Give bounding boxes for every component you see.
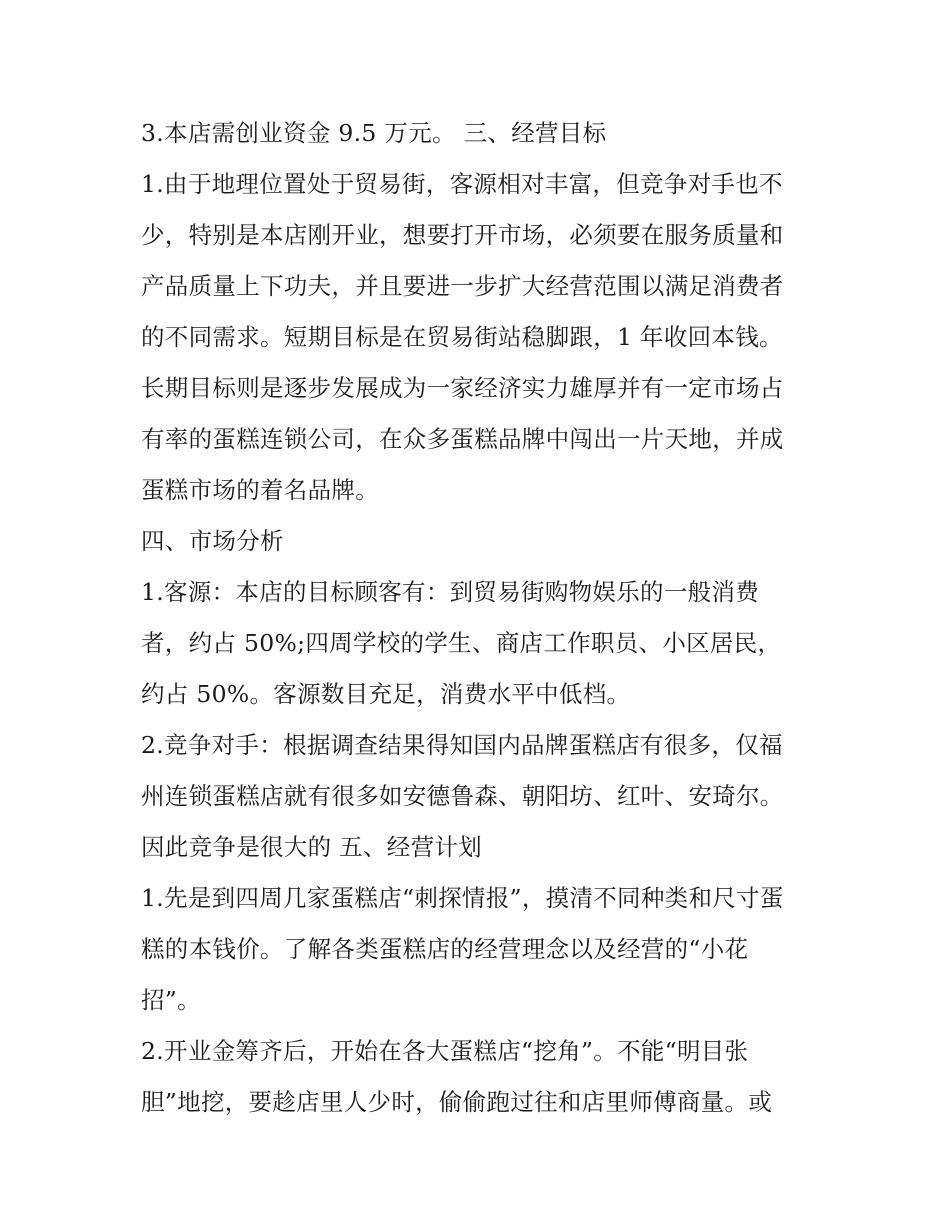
section-heading: 四、市场分析 — [141, 527, 284, 555]
text-line: 州连锁蛋糕店就有很多如安德鲁森、朝阳坊、红叶、安琦尔。 — [141, 782, 784, 810]
text-line: 蛋糕市场的着名品牌。 — [141, 476, 379, 504]
text-line: 招”。 — [141, 986, 201, 1014]
text-line: 约占 50%。客源数目充足，消费水平中低档。 — [141, 680, 631, 708]
text-line: 胆”地挖，要趁店里人少时，偷偷跑过往和店里师傅商量。或 — [141, 1088, 773, 1116]
text-line: 1.先是到四周几家蛋糕店“刺探情报”，摸清不同种类和尺寸蛋 — [141, 884, 784, 912]
text-line: 1.客源：本店的目标顾客有：到贸易街购物娱乐的一般消费 — [141, 578, 760, 606]
document-body — [141, 108, 831, 1128]
text-line: 1.由于地理位置处于贸易街，客源相对丰富，但竞争对手也不 — [141, 170, 783, 198]
text-line: 2.开业金筹齐后，开始在各大蛋糕店“挖角”。不能“明目张 — [141, 1037, 749, 1065]
text-line: 有率的蛋糕连锁公司，在众多蛋糕品牌中闯出一片天地，并成 — [141, 425, 784, 453]
text-line: 糕的本钱价。了解各类蛋糕店的经营理念以及经营的“小花 — [141, 935, 749, 963]
text-line: 3.本店需创业资金 9.5 万元。 三、经营目标 — [141, 119, 607, 147]
text-line: 长期目标则是逐步发展成为一家经济实力雄厚并有一定市场占 — [141, 374, 784, 402]
text-line: 者，约占 50%;四周学校的学生、商店工作职员、小区居民， — [141, 629, 782, 657]
text-line: 少，特别是本店刚开业，想要打开市场，必须要在服务质量和 — [141, 221, 784, 249]
text-line: 产品质量上下功夫，并且要进一步扩大经营范围以满足消费者 — [141, 272, 784, 300]
text-line: 因此竞争是很大的 五、经营计划 — [141, 833, 482, 861]
text-line: 2.竞争对手：根据调查结果得知国内品牌蛋糕店有很多，仅福 — [141, 731, 783, 759]
text-line: 的不同需求。短期目标是在贸易街站稳脚跟，1 年收回本钱。 — [141, 323, 783, 351]
